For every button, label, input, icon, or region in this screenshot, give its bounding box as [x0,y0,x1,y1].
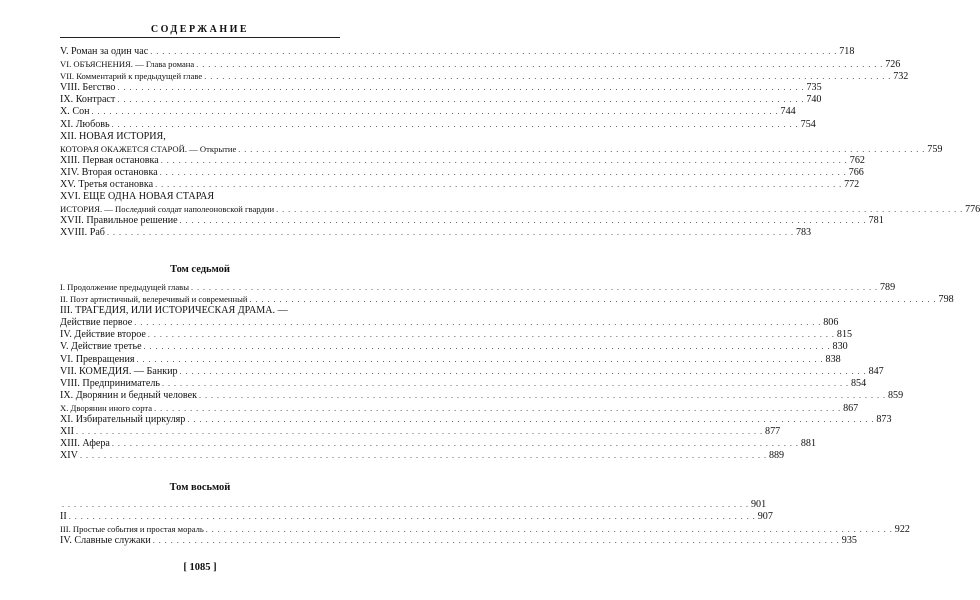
toc-entry-title: VII. Комментарий к предыдущей главе [60,71,203,82]
leader-dots [148,329,835,341]
leader-dots [187,414,874,426]
toc-entry[interactable] [60,215,884,227]
toc-entry-page: 735 [806,82,822,94]
toc-entry-title: XIV [60,450,78,462]
toc-entry-page: 867 [843,402,859,414]
toc-entry-title: XI. Любовь [60,118,110,130]
toc-entry-title: XV. Третья остановка [60,179,154,191]
toc-entry-title: XIV. Вторая остановка [60,166,158,178]
leader-dots [137,354,824,366]
toc-entry-title: III. ТРАГЕДИЯ, ИЛИ ИСТОРИЧЕСКАЯ ДРАМА. — [60,305,288,317]
toc-entry-page: 877 [765,426,781,438]
leader-dots [112,119,799,131]
toc-entry[interactable] [60,281,896,293]
toc-entry-title: ИСТОРИЯ. — Последний солдат наполеоновской гвардии [60,204,275,215]
toc-entry[interactable] [60,402,859,414]
toc-entry-title: XVIII. Раб [60,227,105,239]
toc-entry-title: IX. Дворянин и бедный человек [60,389,197,401]
toc-entry-page: 847 [868,365,884,377]
toc-entry-page: 935 [841,535,857,547]
toc-entry-title: II [60,511,67,523]
toc-entry-page: 776 [965,204,980,216]
toc-entry[interactable] [60,46,855,58]
toc-entry-title: X. Сон [60,106,90,118]
toc-entry-page: 740 [806,94,822,106]
volume-eight-heading: Том восьмой [169,482,231,493]
page-number: [ 1085 ] [183,562,217,573]
volume-seven-heading: Том седьмой [170,264,230,275]
toc-entry-page: 889 [768,450,785,462]
toc-entry[interactable] [60,191,340,203]
toc-entry[interactable] [60,317,839,329]
toc-entry[interactable] [60,82,822,94]
toc-entry[interactable] [60,227,812,239]
toc-entry[interactable] [60,58,901,71]
toc-entry[interactable] [60,450,785,462]
toc-entry-page: 759 [927,143,943,155]
toc-entry-title: VII. КОМЕДИЯ. — Банкир [60,365,178,377]
toc-entry-page: 718 [839,46,855,57]
toc-entry-title: II. Поэт артистичный, велеречивый и современный [60,294,248,305]
toc-entry[interactable] [60,166,864,179]
leader-dots [153,535,840,547]
leader-dots [155,179,842,191]
toc-entry-page: 907 [757,511,773,523]
toc-entry[interactable] [60,377,867,390]
toc-entry-page: 762 [849,154,865,166]
toc-entry-title: XI. Избирательный циркуляр [60,414,186,426]
toc-entry-title: VIII. Бегство [60,82,116,94]
toc-entry[interactable] [60,353,841,366]
toc-entry-title: XII. НОВАЯ ИСТОРИЯ, [60,130,166,142]
toc-entry[interactable] [60,203,980,216]
toc-entry[interactable] [60,341,848,353]
leader-dots [180,215,867,227]
toc-entry-page: 901 [751,499,767,510]
toc-entry-page: 838 [825,353,841,365]
leader-dots [161,155,848,167]
toc-entry-title: VI. ОБЪЯСНЕНИЯ. — Глава романа [60,59,195,70]
toc-entry-page: 766 [848,166,864,178]
toc-entry-page: 859 [888,389,904,401]
toc-entry[interactable] [60,305,340,317]
leader-dots [112,438,799,450]
toc-entry-title: XVI. ЕЩЕ ОДНА НОВАЯ СТАРАЯ [60,191,215,203]
toc-entry[interactable] [60,535,857,547]
leader-dots [76,426,763,438]
leader-dots [162,378,849,390]
leader-dots [62,499,749,511]
toc-entry-title: IV. Славные служаки [60,535,151,547]
running-header: СОДЕРЖАНИЕ [150,24,250,35]
toc-entry-page: 881 [800,438,817,450]
toc-volume-eight [60,499,910,547]
leader-dots [160,167,847,179]
toc-entry[interactable] [60,511,773,523]
toc-entry-title: IX. Контраст [60,94,116,106]
toc-entry[interactable] [60,118,816,131]
toc-entry-page: 922 [894,524,910,536]
toc-entry[interactable] [60,438,817,450]
toc-entry-title: I. Продолжение предыдущей главы [60,282,189,292]
toc-entry-page: 726 [885,59,901,71]
toc-entry-page: 732 [893,71,909,83]
toc-entry-page: 772 [844,179,860,191]
leader-dots [80,450,767,462]
toc-entry[interactable] [60,523,910,536]
leader-dots [107,227,794,239]
leader-dots [117,94,804,106]
toc-entry-title: VI. Превращения [60,353,135,365]
toc-entry-title: IV. Действие второе [60,329,146,341]
toc-entry-page: 783 [795,227,812,239]
toc-entry[interactable] [60,389,904,402]
toc-entry-title: XIII. Афера [60,438,110,450]
header-rule [60,37,340,38]
toc-entry-page: 873 [876,414,892,426]
toc-entry-title: XVII. Правильное решение [60,215,178,227]
toc-entry-page: 854 [850,377,867,389]
toc-entry[interactable] [60,293,954,306]
toc-entry[interactable] [60,106,796,118]
leader-dots [191,282,878,294]
leader-dots [69,511,756,523]
toc-entry-page: 815 [836,329,853,341]
toc-entry-title: V. Роман за один час [60,46,149,57]
leader-dots [134,317,821,329]
toc-entry[interactable] [60,154,865,167]
leader-dots [250,294,937,306]
toc-entry-title: XII [60,426,75,438]
toc-entry-page: 754 [800,118,816,130]
leader-dots [180,366,867,378]
toc-entry-title: III. Простые события и простая мораль [60,524,204,535]
toc-entry[interactable] [60,70,909,83]
leader-dots [196,59,883,71]
toc-entry-page: 744 [780,106,796,118]
toc-entry[interactable] [60,329,853,341]
toc-entry-page: 798 [938,294,954,306]
toc-entry-title: VIII. Предприниматель [60,377,160,389]
leader-dots [150,46,837,58]
toc-entry[interactable] [60,499,767,511]
toc-entry-title: Действие первое [60,317,133,329]
toc-entry[interactable] [60,365,884,378]
toc-entry-page: 806 [823,317,839,329]
toc-volume-seven [60,281,954,462]
toc-entry-page: 830 [832,341,848,353]
toc-entry-title: V. Действие третье [60,341,142,353]
toc-entry[interactable] [60,143,943,155]
toc-entry[interactable] [60,414,892,426]
leader-dots [117,82,804,94]
leader-dots [199,390,886,402]
toc-entry-page: 789 [879,282,896,293]
toc-entry[interactable] [60,179,860,191]
toc-entry[interactable] [60,94,822,106]
toc-entry[interactable] [60,426,781,438]
toc-entry[interactable] [60,131,340,143]
toc-entry-title: X. Дворянин иного сорта [60,402,153,413]
toc-section-continued [60,46,980,240]
toc-entry-page: 781 [868,215,884,227]
toc-entry-title: КОТОРАЯ ОКАЖЕТСЯ СТАРОЙ. — Открытие [60,143,237,154]
leader-dots [144,341,831,353]
toc-entry-title: XIII. Первая остановка [60,154,159,166]
leader-dots [92,106,779,118]
